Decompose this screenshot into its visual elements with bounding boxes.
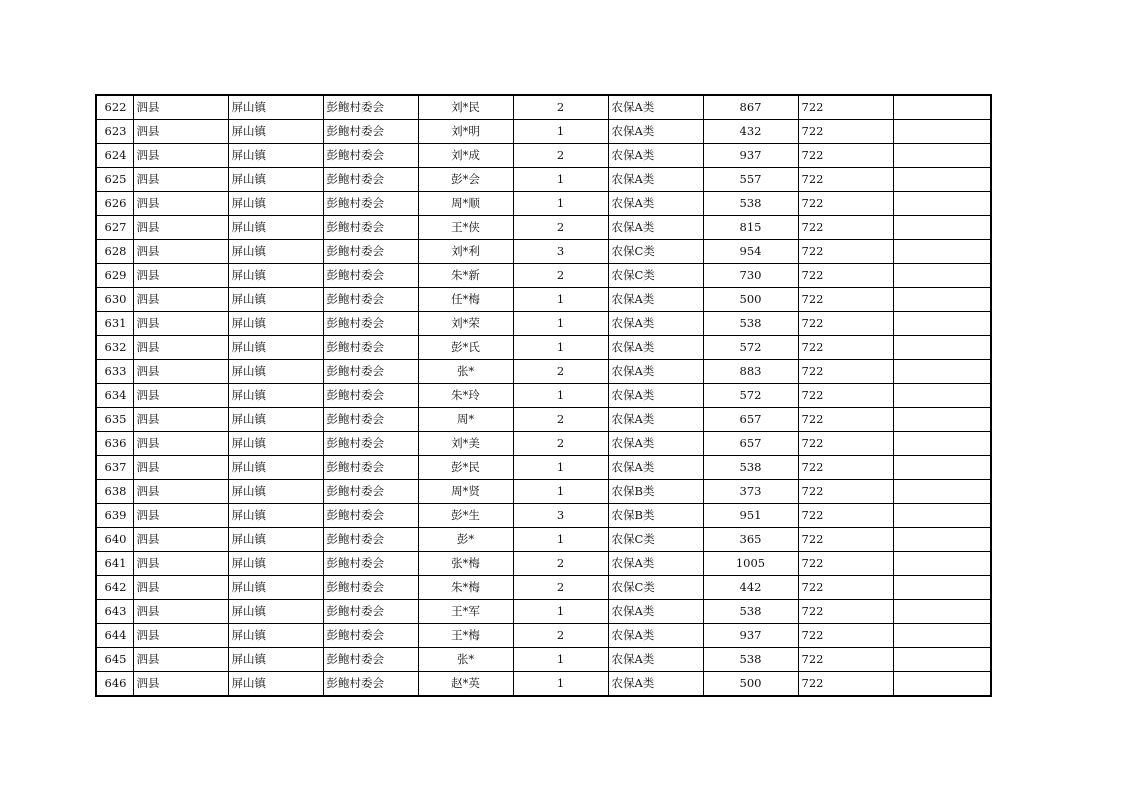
cell-name: 朱*梅 <box>418 576 513 600</box>
cell-amount: 538 <box>703 312 798 336</box>
cell-name: 赵*英 <box>418 672 513 697</box>
cell-name: 刘*民 <box>418 95 513 120</box>
cell-category: 农保A类 <box>608 120 703 144</box>
cell-village: 彭鲍村委会 <box>323 264 418 288</box>
cell-town: 屏山镇 <box>228 240 323 264</box>
cell-category: 农保C类 <box>608 528 703 552</box>
cell-name: 刘*成 <box>418 144 513 168</box>
cell-county: 泗县 <box>133 144 228 168</box>
cell-county: 泗县 <box>133 120 228 144</box>
cell-note <box>893 336 991 360</box>
cell-row-number: 645 <box>96 648 133 672</box>
cell-name: 刘*明 <box>418 120 513 144</box>
cell-category: 农保C类 <box>608 264 703 288</box>
cell-town: 屏山镇 <box>228 432 323 456</box>
cell-village: 彭鲍村委会 <box>323 216 418 240</box>
cell-people-count: 1 <box>513 528 608 552</box>
cell-town: 屏山镇 <box>228 576 323 600</box>
cell-village: 彭鲍村委会 <box>323 95 418 120</box>
cell-name: 周* <box>418 408 513 432</box>
cell-amount: 538 <box>703 456 798 480</box>
cell-amount: 937 <box>703 624 798 648</box>
cell-amount: 538 <box>703 192 798 216</box>
cell-row-number: 638 <box>96 480 133 504</box>
cell-note <box>893 432 991 456</box>
cell-county: 泗县 <box>133 432 228 456</box>
cell-amount: 572 <box>703 384 798 408</box>
cell-people-count: 1 <box>513 192 608 216</box>
cell-note <box>893 312 991 336</box>
cell-people-count: 3 <box>513 240 608 264</box>
cell-category: 农保C类 <box>608 576 703 600</box>
cell-people-count: 1 <box>513 336 608 360</box>
table-row <box>96 504 991 528</box>
table-row <box>96 408 991 432</box>
cell-town: 屏山镇 <box>228 288 323 312</box>
cell-name: 王*侠 <box>418 216 513 240</box>
cell-town: 屏山镇 <box>228 624 323 648</box>
cell-name: 彭*民 <box>418 456 513 480</box>
cell-amount: 867 <box>703 95 798 120</box>
cell-row-number: 625 <box>96 168 133 192</box>
cell-village: 彭鲍村委会 <box>323 552 418 576</box>
cell-name: 彭*氏 <box>418 336 513 360</box>
cell-village: 彭鲍村委会 <box>323 288 418 312</box>
cell-people-count: 2 <box>513 264 608 288</box>
cell-village: 彭鲍村委会 <box>323 456 418 480</box>
cell-town: 屏山镇 <box>228 120 323 144</box>
cell-county: 泗县 <box>133 480 228 504</box>
table-row <box>96 576 991 600</box>
cell-note <box>893 648 991 672</box>
cell-village: 彭鲍村委会 <box>323 168 418 192</box>
cell-name: 周*贤 <box>418 480 513 504</box>
cell-village: 彭鲍村委会 <box>323 432 418 456</box>
cell-category: 农保A类 <box>608 336 703 360</box>
cell-name: 周*顺 <box>418 192 513 216</box>
cell-county: 泗县 <box>133 672 228 697</box>
cell-town: 屏山镇 <box>228 528 323 552</box>
cell-name: 彭*会 <box>418 168 513 192</box>
cell-note <box>893 95 991 120</box>
cell-amount: 432 <box>703 120 798 144</box>
cell-standard: 722 <box>798 672 893 697</box>
cell-town: 屏山镇 <box>228 456 323 480</box>
cell-people-count: 2 <box>513 552 608 576</box>
cell-town: 屏山镇 <box>228 216 323 240</box>
cell-category: 农保A类 <box>608 144 703 168</box>
cell-village: 彭鲍村委会 <box>323 648 418 672</box>
cell-note <box>893 144 991 168</box>
cell-town: 屏山镇 <box>228 336 323 360</box>
cell-county: 泗县 <box>133 360 228 384</box>
cell-row-number: 636 <box>96 432 133 456</box>
cell-note <box>893 600 991 624</box>
cell-people-count: 3 <box>513 504 608 528</box>
cell-name: 王*军 <box>418 600 513 624</box>
table-row <box>96 192 991 216</box>
table-row <box>96 480 991 504</box>
cell-people-count: 2 <box>513 432 608 456</box>
cell-amount: 572 <box>703 336 798 360</box>
cell-amount: 557 <box>703 168 798 192</box>
cell-amount: 730 <box>703 264 798 288</box>
cell-people-count: 1 <box>513 672 608 697</box>
cell-note <box>893 672 991 697</box>
cell-standard: 722 <box>798 648 893 672</box>
cell-town: 屏山镇 <box>228 672 323 697</box>
cell-amount: 500 <box>703 672 798 697</box>
cell-note <box>893 576 991 600</box>
cell-standard: 722 <box>798 216 893 240</box>
cell-note <box>893 552 991 576</box>
cell-county: 泗县 <box>133 624 228 648</box>
cell-village: 彭鲍村委会 <box>323 360 418 384</box>
table-row <box>96 264 991 288</box>
cell-row-number: 635 <box>96 408 133 432</box>
cell-category: 农保A类 <box>608 408 703 432</box>
cell-people-count: 1 <box>513 168 608 192</box>
table-row <box>96 240 991 264</box>
cell-note <box>893 192 991 216</box>
cell-row-number: 622 <box>96 95 133 120</box>
table-row <box>96 95 991 120</box>
cell-category: 农保A类 <box>608 432 703 456</box>
cell-name: 刘*美 <box>418 432 513 456</box>
cell-note <box>893 216 991 240</box>
cell-town: 屏山镇 <box>228 504 323 528</box>
cell-amount: 500 <box>703 288 798 312</box>
beneficiary-table <box>95 94 992 697</box>
cell-town: 屏山镇 <box>228 480 323 504</box>
cell-people-count: 1 <box>513 288 608 312</box>
cell-county: 泗县 <box>133 648 228 672</box>
document-sheet <box>95 94 992 697</box>
cell-row-number: 630 <box>96 288 133 312</box>
cell-row-number: 642 <box>96 576 133 600</box>
cell-standard: 722 <box>798 528 893 552</box>
table-row <box>96 528 991 552</box>
cell-standard: 722 <box>798 576 893 600</box>
cell-note <box>893 504 991 528</box>
cell-row-number: 637 <box>96 456 133 480</box>
cell-standard: 722 <box>798 95 893 120</box>
cell-people-count: 2 <box>513 408 608 432</box>
cell-standard: 722 <box>798 312 893 336</box>
cell-amount: 1005 <box>703 552 798 576</box>
cell-note <box>893 120 991 144</box>
cell-village: 彭鲍村委会 <box>323 120 418 144</box>
cell-row-number: 644 <box>96 624 133 648</box>
cell-category: 农保A类 <box>608 624 703 648</box>
cell-town: 屏山镇 <box>228 264 323 288</box>
cell-county: 泗县 <box>133 168 228 192</box>
cell-category: 农保A类 <box>608 600 703 624</box>
cell-amount: 365 <box>703 528 798 552</box>
cell-name: 朱*玲 <box>418 384 513 408</box>
table-row <box>96 552 991 576</box>
cell-row-number: 624 <box>96 144 133 168</box>
cell-county: 泗县 <box>133 576 228 600</box>
cell-county: 泗县 <box>133 216 228 240</box>
cell-town: 屏山镇 <box>228 408 323 432</box>
cell-amount: 954 <box>703 240 798 264</box>
cell-amount: 657 <box>703 432 798 456</box>
cell-town: 屏山镇 <box>228 552 323 576</box>
cell-category: 农保A类 <box>608 312 703 336</box>
cell-row-number: 634 <box>96 384 133 408</box>
cell-category: 农保A类 <box>608 456 703 480</box>
cell-row-number: 632 <box>96 336 133 360</box>
cell-village: 彭鲍村委会 <box>323 336 418 360</box>
cell-people-count: 1 <box>513 648 608 672</box>
cell-people-count: 2 <box>513 216 608 240</box>
cell-row-number: 629 <box>96 264 133 288</box>
cell-standard: 722 <box>798 168 893 192</box>
cell-people-count: 2 <box>513 624 608 648</box>
cell-village: 彭鲍村委会 <box>323 312 418 336</box>
table-row <box>96 360 991 384</box>
cell-row-number: 640 <box>96 528 133 552</box>
cell-note <box>893 456 991 480</box>
cell-people-count: 2 <box>513 576 608 600</box>
cell-standard: 722 <box>798 120 893 144</box>
cell-county: 泗县 <box>133 408 228 432</box>
cell-county: 泗县 <box>133 456 228 480</box>
cell-standard: 722 <box>798 144 893 168</box>
cell-name: 张* <box>418 360 513 384</box>
cell-standard: 722 <box>798 624 893 648</box>
cell-village: 彭鲍村委会 <box>323 600 418 624</box>
cell-name: 任*梅 <box>418 288 513 312</box>
table-body <box>96 95 991 696</box>
cell-row-number: 643 <box>96 600 133 624</box>
cell-name: 刘*荣 <box>418 312 513 336</box>
cell-category: 农保B类 <box>608 504 703 528</box>
cell-category: 农保A类 <box>608 552 703 576</box>
cell-village: 彭鲍村委会 <box>323 672 418 697</box>
cell-standard: 722 <box>798 504 893 528</box>
cell-village: 彭鲍村委会 <box>323 192 418 216</box>
cell-amount: 657 <box>703 408 798 432</box>
cell-name: 彭*生 <box>418 504 513 528</box>
cell-amount: 538 <box>703 600 798 624</box>
cell-name: 朱*新 <box>418 264 513 288</box>
cell-row-number: 639 <box>96 504 133 528</box>
table-row <box>96 312 991 336</box>
cell-people-count: 1 <box>513 312 608 336</box>
cell-amount: 951 <box>703 504 798 528</box>
cell-row-number: 626 <box>96 192 133 216</box>
cell-amount: 373 <box>703 480 798 504</box>
cell-category: 农保C类 <box>608 240 703 264</box>
cell-note <box>893 624 991 648</box>
cell-row-number: 631 <box>96 312 133 336</box>
cell-category: 农保A类 <box>608 672 703 697</box>
cell-village: 彭鲍村委会 <box>323 576 418 600</box>
cell-county: 泗县 <box>133 600 228 624</box>
table-row <box>96 168 991 192</box>
table-row <box>96 216 991 240</box>
cell-county: 泗县 <box>133 312 228 336</box>
cell-category: 农保B类 <box>608 480 703 504</box>
cell-county: 泗县 <box>133 336 228 360</box>
cell-county: 泗县 <box>133 264 228 288</box>
cell-category: 农保A类 <box>608 360 703 384</box>
cell-people-count: 1 <box>513 480 608 504</box>
cell-county: 泗县 <box>133 552 228 576</box>
cell-village: 彭鲍村委会 <box>323 480 418 504</box>
cell-standard: 722 <box>798 600 893 624</box>
cell-county: 泗县 <box>133 504 228 528</box>
cell-standard: 722 <box>798 480 893 504</box>
cell-town: 屏山镇 <box>228 312 323 336</box>
cell-people-count: 1 <box>513 456 608 480</box>
cell-name: 王*梅 <box>418 624 513 648</box>
cell-note <box>893 528 991 552</box>
cell-village: 彭鲍村委会 <box>323 528 418 552</box>
cell-category: 农保A类 <box>608 288 703 312</box>
cell-county: 泗县 <box>133 192 228 216</box>
cell-village: 彭鲍村委会 <box>323 144 418 168</box>
table-row <box>96 432 991 456</box>
cell-note <box>893 408 991 432</box>
cell-name: 张*梅 <box>418 552 513 576</box>
cell-county: 泗县 <box>133 288 228 312</box>
cell-note <box>893 480 991 504</box>
cell-note <box>893 288 991 312</box>
cell-standard: 722 <box>798 264 893 288</box>
cell-county: 泗县 <box>133 384 228 408</box>
cell-people-count: 2 <box>513 95 608 120</box>
cell-people-count: 1 <box>513 600 608 624</box>
table-row <box>96 624 991 648</box>
cell-category: 农保A类 <box>608 192 703 216</box>
cell-village: 彭鲍村委会 <box>323 240 418 264</box>
table-row <box>96 384 991 408</box>
cell-people-count: 2 <box>513 144 608 168</box>
cell-village: 彭鲍村委会 <box>323 384 418 408</box>
cell-standard: 722 <box>798 384 893 408</box>
cell-row-number: 623 <box>96 120 133 144</box>
cell-town: 屏山镇 <box>228 168 323 192</box>
cell-note <box>893 384 991 408</box>
table-row <box>96 600 991 624</box>
cell-standard: 722 <box>798 408 893 432</box>
cell-row-number: 628 <box>96 240 133 264</box>
cell-town: 屏山镇 <box>228 360 323 384</box>
cell-category: 农保A类 <box>608 168 703 192</box>
table-row <box>96 456 991 480</box>
cell-note <box>893 240 991 264</box>
cell-note <box>893 264 991 288</box>
table-row <box>96 672 991 697</box>
cell-name: 彭* <box>418 528 513 552</box>
cell-county: 泗县 <box>133 95 228 120</box>
table-row <box>96 144 991 168</box>
cell-row-number: 641 <box>96 552 133 576</box>
cell-standard: 722 <box>798 360 893 384</box>
cell-row-number: 633 <box>96 360 133 384</box>
cell-standard: 722 <box>798 456 893 480</box>
cell-standard: 722 <box>798 432 893 456</box>
cell-village: 彭鲍村委会 <box>323 624 418 648</box>
cell-amount: 815 <box>703 216 798 240</box>
cell-village: 彭鲍村委会 <box>323 408 418 432</box>
table-row <box>96 288 991 312</box>
cell-standard: 722 <box>798 336 893 360</box>
cell-standard: 722 <box>798 240 893 264</box>
cell-town: 屏山镇 <box>228 192 323 216</box>
cell-category: 农保A类 <box>608 216 703 240</box>
cell-people-count: 1 <box>513 384 608 408</box>
cell-standard: 722 <box>798 552 893 576</box>
cell-standard: 722 <box>798 288 893 312</box>
cell-amount: 538 <box>703 648 798 672</box>
cell-village: 彭鲍村委会 <box>323 504 418 528</box>
cell-row-number: 627 <box>96 216 133 240</box>
table-row <box>96 648 991 672</box>
cell-name: 刘*利 <box>418 240 513 264</box>
cell-note <box>893 168 991 192</box>
cell-town: 屏山镇 <box>228 648 323 672</box>
cell-standard: 722 <box>798 192 893 216</box>
cell-amount: 937 <box>703 144 798 168</box>
cell-people-count: 1 <box>513 120 608 144</box>
cell-category: 农保A类 <box>608 384 703 408</box>
cell-town: 屏山镇 <box>228 600 323 624</box>
cell-town: 屏山镇 <box>228 95 323 120</box>
cell-amount: 442 <box>703 576 798 600</box>
cell-people-count: 2 <box>513 360 608 384</box>
table-row <box>96 336 991 360</box>
cell-name: 张* <box>418 648 513 672</box>
cell-amount: 883 <box>703 360 798 384</box>
cell-row-number: 646 <box>96 672 133 697</box>
cell-note <box>893 360 991 384</box>
table-row <box>96 120 991 144</box>
cell-town: 屏山镇 <box>228 384 323 408</box>
cell-category: 农保A类 <box>608 648 703 672</box>
cell-county: 泗县 <box>133 528 228 552</box>
cell-county: 泗县 <box>133 240 228 264</box>
cell-town: 屏山镇 <box>228 144 323 168</box>
cell-category: 农保A类 <box>608 95 703 120</box>
